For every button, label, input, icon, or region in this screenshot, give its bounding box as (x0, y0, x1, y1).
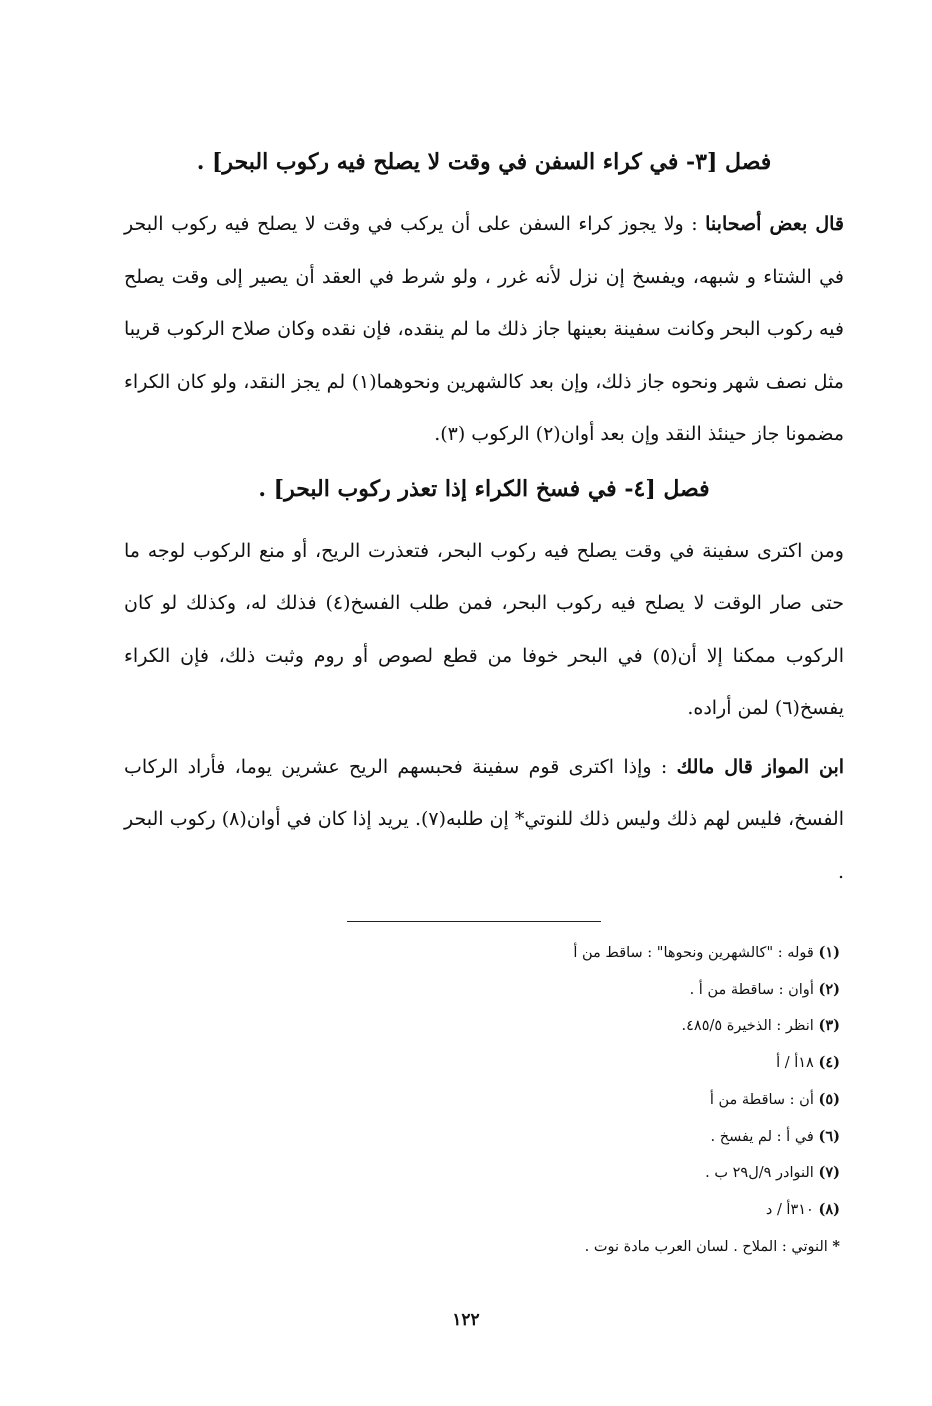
paragraph-1 (124, 198, 844, 461)
paragraph-text: : ولا يجوز كراء السفن على أن يركب في وقت لا يصلح فيه ركوب البحر في الشتاء و شبهه، ويفسخ إن نزل لأنه غرر ، ولو شرط في العقد أن يصير إلى وقت يصلح فيه ركوب البحر وكانت سفينة بعينها جاز ذلك ما لم ينقده، فإن نقده وكان صلاح الركوب قريبا مثل نصف شهر ونحوه جاز ذلك، وإن بعد كالشهرين ونحوهما(١) لم يجز النقد، ولو كان الكراء مضمونا جاز حينئذ النقد وإن بعد أوان(٢) الركوب (٣). (124, 213, 844, 445)
footnote: (٥) أن : ساقطة من أ (709, 1090, 840, 1108)
footnote: (٦) في أ : لم يفسخ . (710, 1127, 840, 1145)
footnote: (٧) النوادر ٩/ل٢٩ ب . (705, 1164, 840, 1182)
page-number: ١٢٢ (452, 1310, 480, 1330)
paragraph-3 (124, 741, 844, 899)
footnote: (١) قوله : "كالشهرين ونحوها" : ساقط من أ (573, 944, 840, 961)
section-heading-1: فصل [٣- في كراء السفن في وقت لا يصلح فيه ركوب البحر] . (196, 149, 772, 175)
footnote: (٣) انظر : الذخيرة ٤٨٥/٥. (681, 1017, 840, 1035)
paragraph-text: : وإذا اكترى قوم سفينة فحبسهم الريح عشرين يوما، فأراد الركاب الفسخ، فليس لهم ذلك وليس ذلك للنوتي* إن طلبه(٧). يريد إذا كان في أوان(٨) ركوب البحر . (124, 755, 844, 883)
paragraph-2 (124, 525, 844, 735)
footnote: (٨) ٣١٠أ / د (765, 1200, 840, 1218)
section-heading-2: فصل [٤- في فسخ الكراء إذا تعذر ركوب البحر] . (258, 475, 710, 502)
footnote-separator (347, 921, 601, 922)
footnote: (٢) أوان : ساقطة من أ . (689, 980, 840, 998)
paragraph-lead: ابن المواز قال مالك (676, 755, 845, 778)
footnotes (340, 935, 840, 1265)
footnote: * النوتي : الملاح . لسان العرب مادة نوت . (584, 1237, 840, 1255)
footnote: (٤) ١٨أ / أ (776, 1054, 840, 1072)
paragraph-lead: قال بعض أصحابنا (705, 213, 845, 235)
paragraph-text: ومن اكترى سفينة في وقت يصلح فيه ركوب البحر، فتعذرت الريح، أو منع الركوب لوجه ما حتى صار الوقت لا يصلح فيه ركوب البحر، فمن طلب الفسخ(٤) فذلك له، وكذلك لو كان الركوب ممكنا إلا أن(٥) في البحر خوفا من قطع لصوص أو روم وثبت ذلك، فإن الكراء يفسخ(٦) لمن أراده. (124, 539, 844, 719)
main-text (124, 140, 844, 904)
